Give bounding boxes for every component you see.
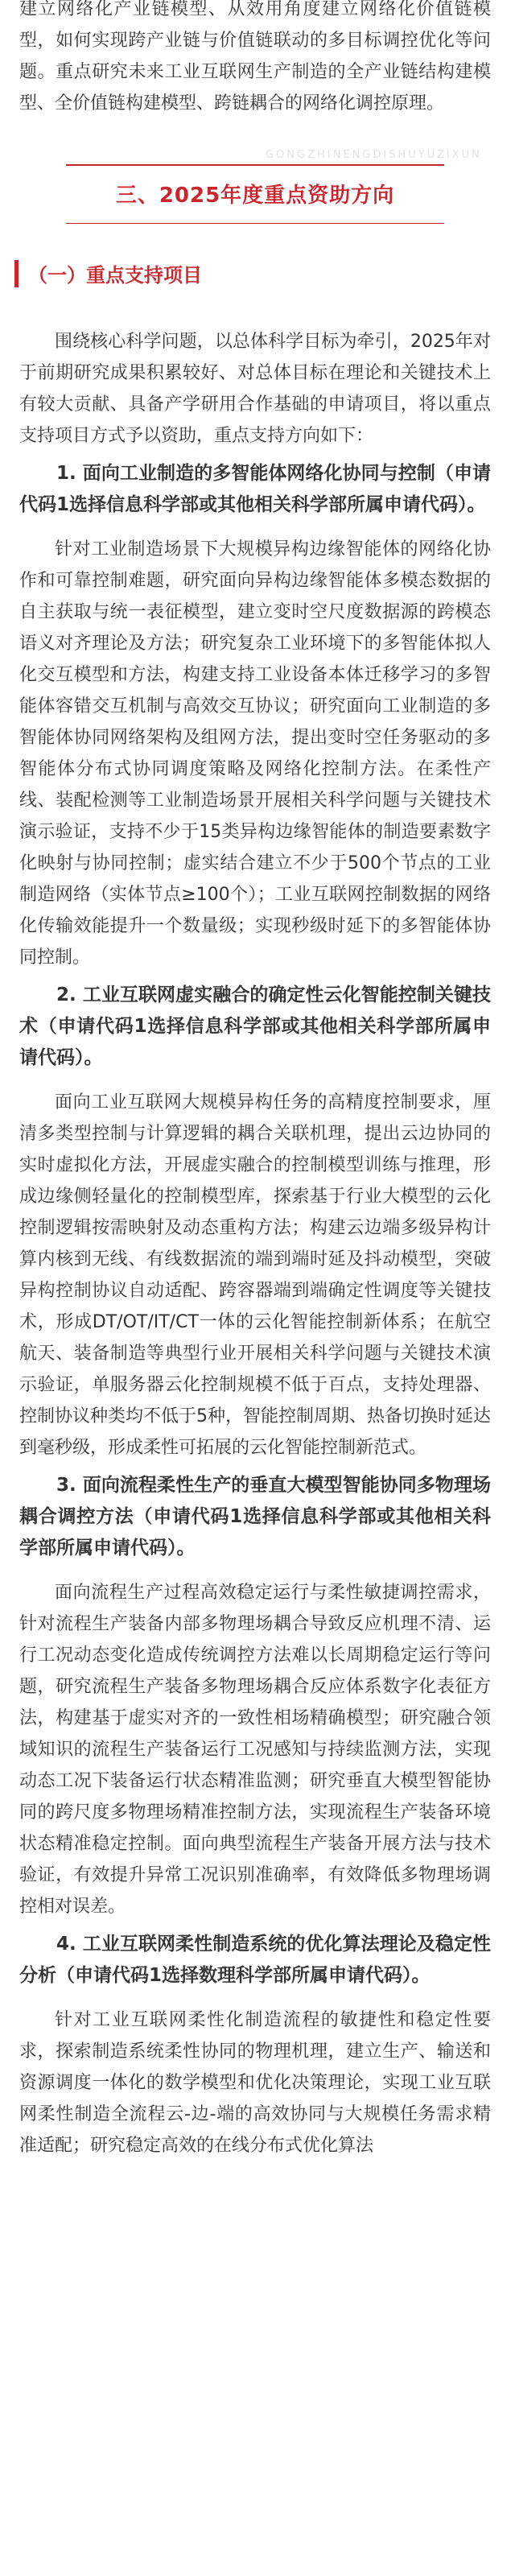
subsection-title: （一）重点支持项目: [28, 264, 202, 287]
item-body-2: 面向工业互联网大规模异构任务的高精度控制要求，厘清多类型控制与计算逻辑的耦合关联机理，提出云边协同的实时虚拟化方法，开展虚实融合的控制模型训练与推理，形成边缘侧轻量化的控制模型库，探索基于行业大模型的云化控制逻辑按需映射及动态重构方法；构建云边端多级异构计算内核到无线、有线数据流的端到端时延及抖动模型，突破异构控制协议自动适配、跨容器端到端确定性调度等关键技术，形成DT/OT/IT/CT一体的云化智能控制新体系；在航空航天、装备制造等典型行业开展相关科学问题与关键技术演示验证，单服务器云化控制规模不低于百点，支持处理器、控制协议种类均不低于5种，智能控制周期、热备切换时延达到毫秒级，形成柔性可拓展的云化智能控制新范式。: [19, 1092, 491, 1458]
section-heading-box: [66, 164, 444, 224]
item-title-2: 2. 工业互联网虚实融合的确定性云化智能控制关键技术（申请代码1选择信息科学部或其他相关科学部所属申请代码）。: [19, 985, 491, 1068]
section-title: 三、2025年度重点资助方向: [115, 184, 395, 208]
item-title-4: 4. 工业互联网柔性制造系统的优化算法理论及稳定性分析（申请代码1选择数理科学部所属申请代码）。: [19, 1934, 491, 1986]
intro-paragraph: 建立网络化产业链模型、从效用角度建立网络化价值链模型，如何实现跨产业链与价值链联动的多目标调控优化等问题。重点研究未来工业互联网生产制造的全产业链结构建模型、全价值链构建模型、跨链耦合的网络化调控原理。: [19, 0, 491, 114]
item-title-3: 3. 面向流程柔性生产的垂直大模型智能协同多物理场耦合调控方法（申请代码1选择信息科学部或其他相关科学部所属申请代码）。: [19, 1475, 491, 1558]
item-block-3: [19, 1470, 491, 1922]
item-block-4: [19, 1929, 491, 2161]
watermark: GONGZHINENGDISHUYUZIXUN: [266, 149, 482, 161]
subsection-heading: [19, 259, 491, 287]
item-title-1: 1. 面向工业制造的多智能体网络化协同与控制（申请代码1选择信息科学部或其他相关科学部所属申请代码）。: [19, 463, 491, 515]
item-body-3: 面向流程生产过程高效稳定运行与柔性敏捷调控需求，针对流程生产装备内部多物理场耦合导致反应机理不清、运行工况动态变化造成传统调控方法难以长周期稳定运行等问题，研究流程生产装备多物理场耦合反应体系数字化表征方法，构建基于虚实对齐的一致性相场精确模型；研究融合领域知识的流程生产装备运行工况感知与持续监测方法，实现动态工况下装备运行状态精准监测；研究垂直大模型智能协同的跨尺度多物理场精准控制方法，实现流程生产装备环境状态精准稳定控制。面向典型流程生产装备开展方法与技术验证，有效提升异常工况识别准确率，有效降低多物理场调控相对误差。: [19, 1583, 491, 1917]
item-block-1: [19, 458, 491, 973]
overview-paragraph: 围绕核心科学问题，以总体科学目标为牵引，2025年对于前期研究成果积累较好、对总体目标在理论和关键技术上有较大贡献、具备产学研用合作基础的申请项目，将以重点支持项目方式予以资助，重点支持方向如下：: [19, 332, 491, 446]
item-body-1: 针对工业制造场景下大规模异构边缘智能体的网络化协作和可靠控制难题，研究面向异构边缘智能体多模态数据的自主获取与统一表征模型，建立变时空尺度数据源的跨模态语义对齐理论及方法；研究复杂工业环境下的多智能体拟人化交互模型和方法，构建支持工业设备本体迁移学习的多智能体容错交互机制与高效交互协议；研究面向工业制造的多智能体协同网络架构及组网方法，提出变时空任务驱动的多智能体分布式协同调度策略及网络化控制方法。在柔性产线、装配检测等工业制造场景开展相关科学问题与关键技术演示验证，支持不少于15类异构边缘智能体的制造要素数字化映射与协同控制；虚实结合建立不少于500个节点的工业制造网络（实体节点≥100个）；工业互联网控制数据的网络化传输效能提升一个数量级；实现秒级时延下的多智能体协同控制。: [19, 539, 491, 968]
subsection-accent-bar: [14, 260, 19, 287]
item-body-4: 针对工业互联网柔性化制造流程的敏捷性和稳定性要求，探索制造系统柔性协同的物理机理，建立生产、输送和资源调度一体化的数学模型和优化决策理论，实现工业互联网柔性制造全流程云-边-端的高效协同与大规模任务需求精准适配；研究稳定高效的在线分布式优化算法: [19, 2010, 491, 2156]
item-block-2: [19, 980, 491, 1463]
